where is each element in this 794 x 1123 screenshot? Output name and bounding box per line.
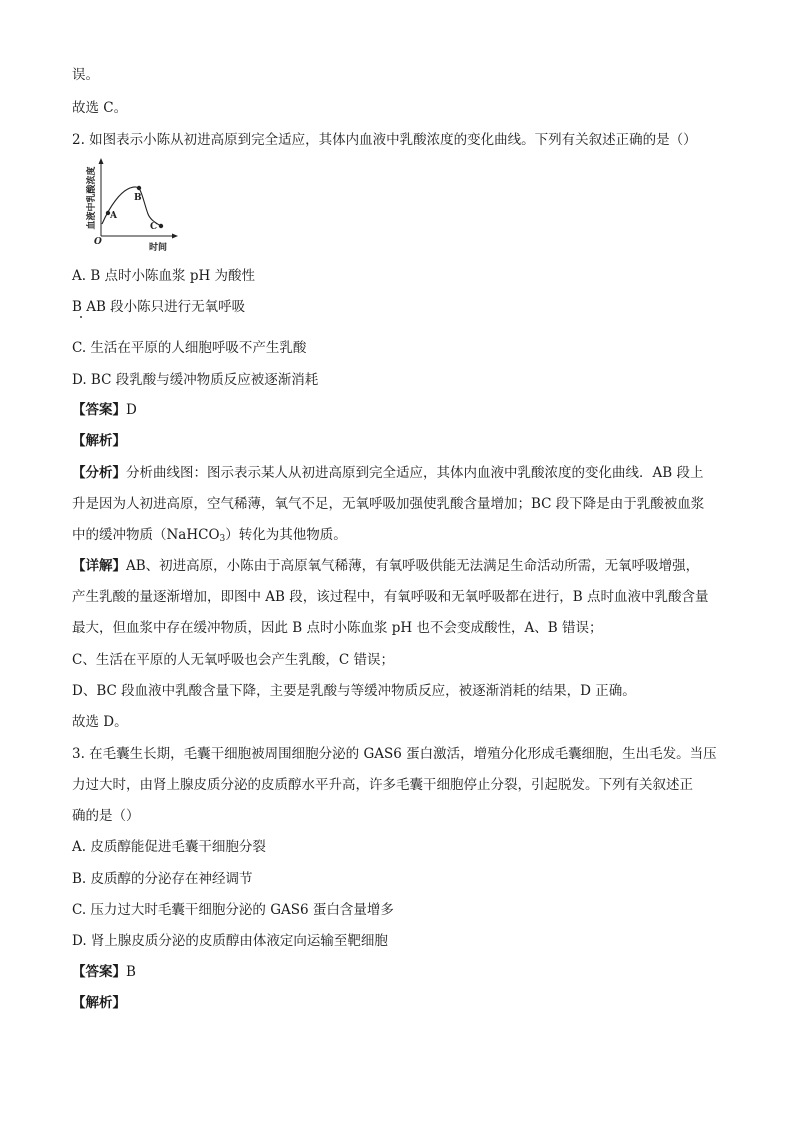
point-c-marker — [159, 224, 163, 228]
answer-value: D — [126, 402, 137, 418]
question-2-option-a: A. B 点时小陈血浆 pH 为酸性 — [72, 268, 256, 284]
detail-line — [72, 557, 699, 575]
analysis-line — [72, 464, 703, 482]
question-3-option-a: A. 皮质醇能促进毛囊干细胞分裂 — [72, 839, 266, 855]
question-3-option-b: B. 皮质醇的分泌存在神经调节 — [72, 871, 253, 887]
question-2-option-c: C. 生活在平原的人细胞呼吸不产生乳酸 — [72, 340, 307, 356]
question-3-answer — [72, 963, 136, 981]
question-2-stem: 2. 如图表示小陈从初进高原到完全适应，其体内血液中乳酸浓度的变化曲线。下列有关叙述正确的是（） — [72, 132, 697, 148]
analysis-tag: 【分析】 — [72, 465, 126, 481]
detail-text: AB、初进高原，小陈由于高原氧气稀薄，有氧呼吸供能无法满足生命活动所需，无氧呼吸增强， — [126, 558, 700, 574]
detail-line: D、BC 段血液中乳酸含量下降，主要是乳酸与等缓冲物质反应，被逐渐消耗的结果，D 正确。 — [72, 683, 636, 699]
detail-line: 产生乳酸的量逐渐增加，即图中 AB 段，该过程中，有氧呼吸和无氧呼吸都在进行，B 点时血液中乳酸含量 — [72, 589, 709, 605]
x-axis — [101, 234, 178, 239]
detail-line: C、生活在平原的人无氧呼吸也会产生乳酸，C 错误； — [72, 652, 394, 668]
subscript: 3 — [219, 534, 226, 544]
point-a-label: A — [110, 211, 117, 221]
question-3-stem: 3. 在毛囊生长期，毛囊干细胞被周围细胞分泌的 GAS6 蛋白激活，增殖分化形成毛囊细胞，生出毛发。当压 — [72, 746, 717, 762]
analysis-text: 中的缓冲物质（NaHCO — [72, 527, 220, 543]
question-3-stem: 确的是（） — [72, 808, 140, 824]
analysis-line: 升是因为人初进高原，空气稀薄，氧气不足，无氧呼吸加强使乳酸含量增加；BC 段下降是由于乳酸被血浆 — [72, 496, 705, 512]
question-3-analysis-heading: 【解析】 — [72, 995, 126, 1011]
point-c-label: C — [150, 222, 158, 232]
question-3-option-c: C. 压力过大时毛囊干细胞分泌的 GAS6 蛋白含量增多 — [72, 902, 394, 918]
question-2-option-b: B AB 段小陈只进行无氧呼吸 — [72, 299, 246, 315]
question-2-option-d: D. BC 段乳酸与缓冲物质反应被逐渐消耗 — [72, 372, 319, 388]
x-axis-label: 时间 — [148, 243, 168, 253]
analysis-text: 分析曲线图：图示表示某人从初进高原到完全适应，其体内血液中乳酸浓度的变化曲线．AB 段上 — [126, 465, 704, 481]
question-3-stem: 力过大时，由肾上腺皮质分泌的皮质醇水平升高，许多毛囊干细胞停止分裂，引起脱发。下列有关叙述正 — [72, 777, 693, 793]
question-3-option-d: D. 肾上腺皮质分泌的皮质醇由体液定向运输至靶细胞 — [72, 933, 388, 949]
detail-line: 最大，但血浆中存在缓冲物质，因此 B 点时小陈血浆 pH 也不会变成酸性，A、B 错误； — [72, 620, 603, 636]
question-2-analysis-heading: 【解析】 — [72, 433, 126, 449]
stray-dot — [80, 316, 82, 318]
lactate-curve-figure — [80, 156, 180, 254]
answer-value: B — [126, 964, 136, 980]
answer-tag: 【答案】 — [72, 964, 126, 980]
origin-label: O — [94, 237, 102, 247]
question-2-answer — [72, 401, 137, 419]
analysis-line — [72, 526, 347, 544]
point-b-label: B — [134, 193, 142, 203]
text-line: 故选 C。 — [72, 100, 128, 116]
y-axis-label: 血液中乳酸浓度 — [87, 166, 97, 230]
detail-line: 故选 D。 — [72, 714, 128, 730]
answer-tag: 【答案】 — [72, 402, 126, 418]
analysis-text: ）转化为其他物质。 — [225, 527, 347, 543]
detail-tag: 【详解】 — [72, 558, 126, 574]
text-line: 误。 — [72, 67, 99, 83]
point-b-marker — [137, 186, 141, 190]
y-axis — [99, 158, 104, 236]
